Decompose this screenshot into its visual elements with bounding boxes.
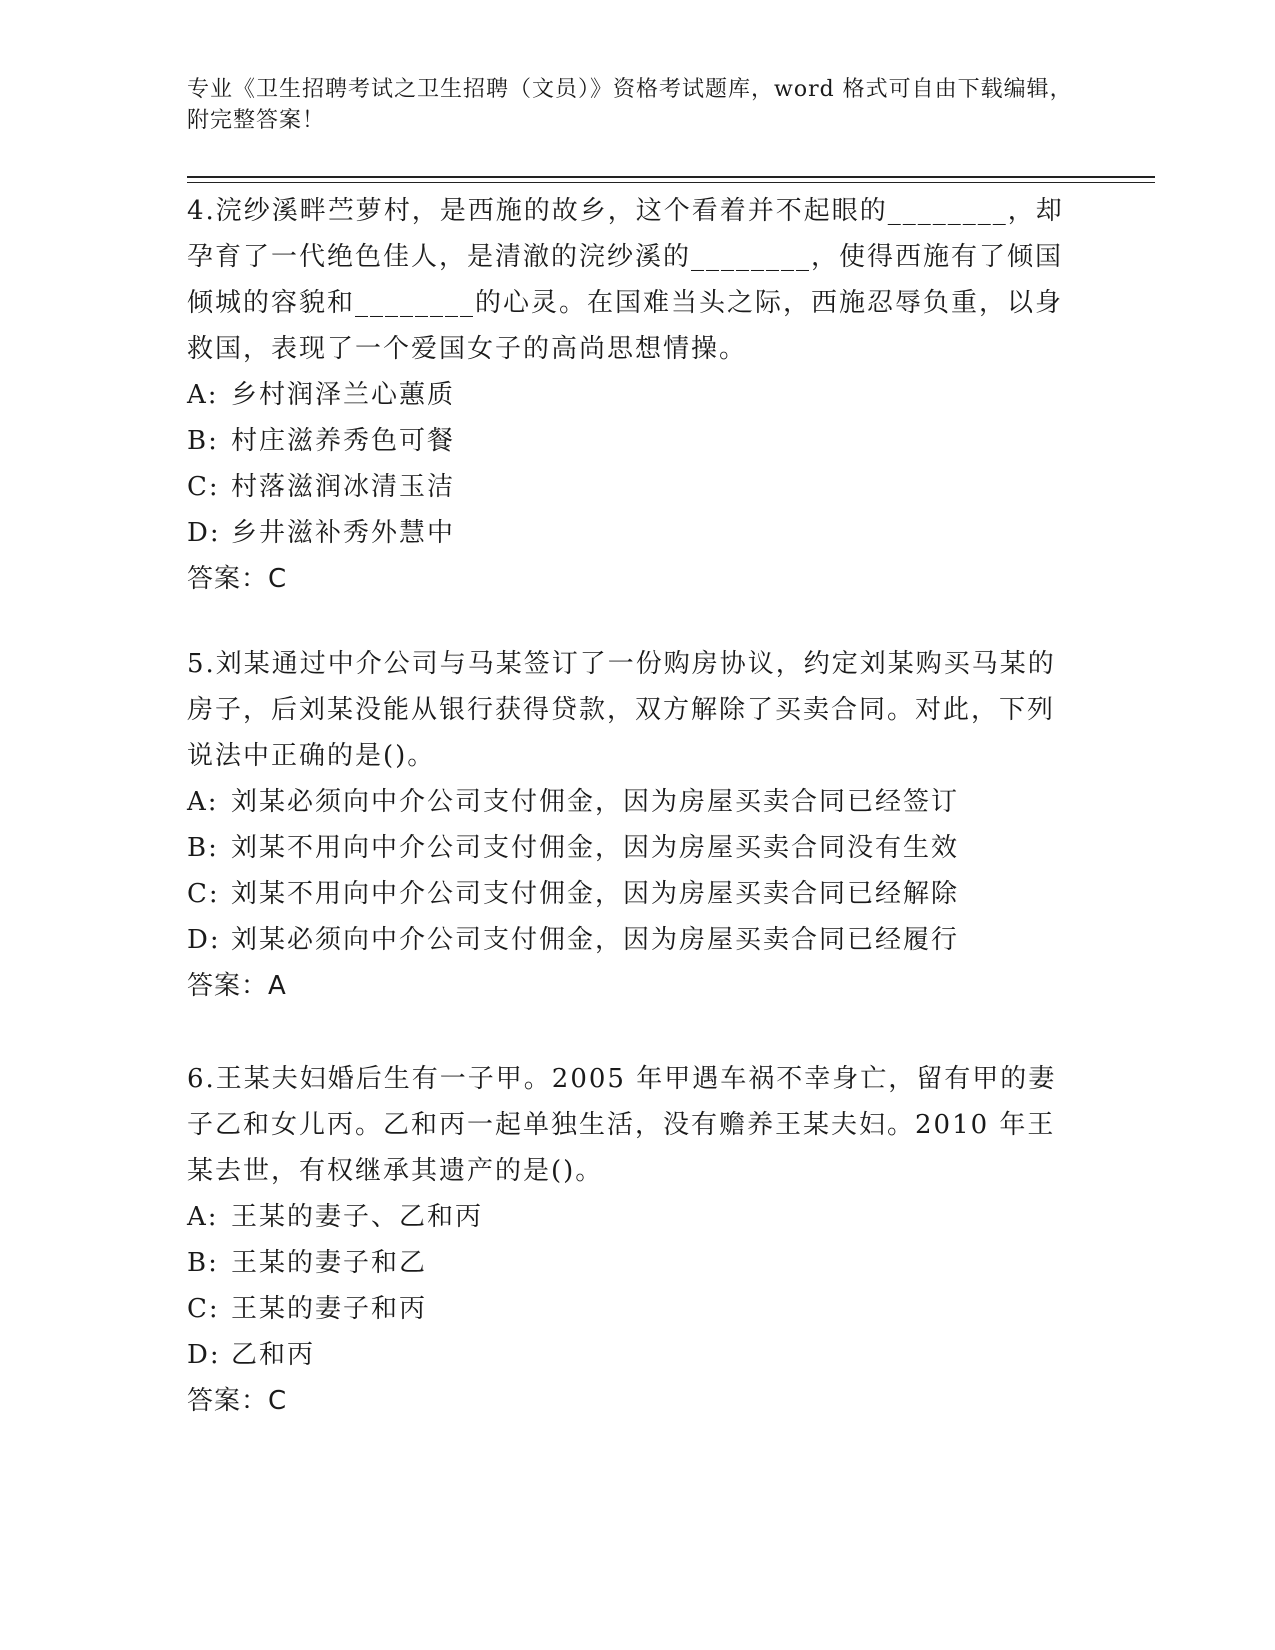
option-text: 王某的妻子、乙和丙 — [231, 1202, 484, 1232]
option-d — [187, 917, 1067, 963]
answer-line: 答案：A — [187, 971, 287, 1001]
option-text: 乡村润泽兰心蕙质 — [231, 380, 456, 410]
question-5 — [187, 641, 1067, 1009]
option-text: 乡井滋补秀外慧中 — [231, 518, 456, 548]
option-label: C: — [187, 879, 220, 909]
option-text: 村庄滋养秀色可餐 — [231, 426, 456, 456]
answer-line: 答案：C — [187, 564, 288, 594]
option-text: 乙和丙 — [231, 1340, 316, 1370]
option-c — [187, 1286, 1067, 1332]
option-a — [187, 372, 1067, 418]
option-text: 王某的妻子和丙 — [231, 1294, 428, 1324]
option-text: 刘某不用向中介公司支付佣金，因为房屋买卖合同没有生效 — [231, 833, 960, 863]
option-label: B: — [187, 1248, 219, 1278]
question-4 — [187, 188, 1067, 602]
option-label: C: — [187, 472, 220, 502]
option-text: 王某的妻子和乙 — [231, 1248, 428, 1278]
option-c — [187, 464, 1067, 510]
header-divider-thin — [187, 182, 1155, 183]
option-label: A: — [187, 787, 219, 817]
header-divider-thick — [187, 176, 1155, 178]
question-stem: 6.王某夫妇婚后生有一子甲。2005 年甲遇车祸不幸身亡，留有甲的妻子乙和女儿丙。乙和丙一起单独生活，没有赡养王某夫妇。2010 年王某去世，有权继承其遗产的是()。 — [187, 1064, 1057, 1186]
option-label: B: — [187, 833, 219, 863]
option-d — [187, 510, 1067, 556]
option-label: B: — [187, 426, 219, 456]
option-text: 刘某必须向中介公司支付佣金，因为房屋买卖合同已经签订 — [231, 787, 960, 817]
option-b — [187, 825, 1067, 871]
option-label: C: — [187, 1294, 220, 1324]
option-label: D: — [187, 518, 221, 548]
option-label: A: — [187, 380, 219, 410]
option-text: 村落滋润冰清玉洁 — [231, 472, 456, 502]
option-label: D: — [187, 925, 221, 955]
option-text: 刘某必须向中介公司支付佣金，因为房屋买卖合同已经履行 — [231, 925, 960, 955]
option-text: 刘某不用向中介公司支付佣金，因为房屋买卖合同已经解除 — [231, 879, 960, 909]
option-d — [187, 1332, 1067, 1378]
option-a — [187, 1194, 1067, 1240]
option-c — [187, 871, 1067, 917]
option-label: A: — [187, 1202, 219, 1232]
option-b — [187, 418, 1067, 464]
question-stem: 4.浣纱溪畔苎萝村，是西施的故乡，这个看着并不起眼的________，却孕育了一代绝色佳人，是清澈的浣纱溪的________，使得西施有了倾国倾城的容貌和________的心灵。在国难当头之际，西施忍辱负重，以身救国，表现了一个爱国女子的高尚思想情操。 — [187, 196, 1064, 364]
document-header: 专业《卫生招聘考试之卫生招聘（文员）》资格考试题库，word 格式可自由下载编辑，附完整答案！ — [187, 77, 1073, 133]
answer-line: 答案：C — [187, 1386, 288, 1416]
question-stem: 5.刘某通过中介公司与马某签订了一份购房协议，约定刘某购买马某的房子，后刘某没能从银行获得贷款，双方解除了买卖合同。对此，下列说法中正确的是()。 — [187, 649, 1056, 771]
option-b — [187, 1240, 1067, 1286]
question-6 — [187, 1056, 1067, 1424]
option-label: D: — [187, 1340, 221, 1370]
option-a — [187, 779, 1067, 825]
